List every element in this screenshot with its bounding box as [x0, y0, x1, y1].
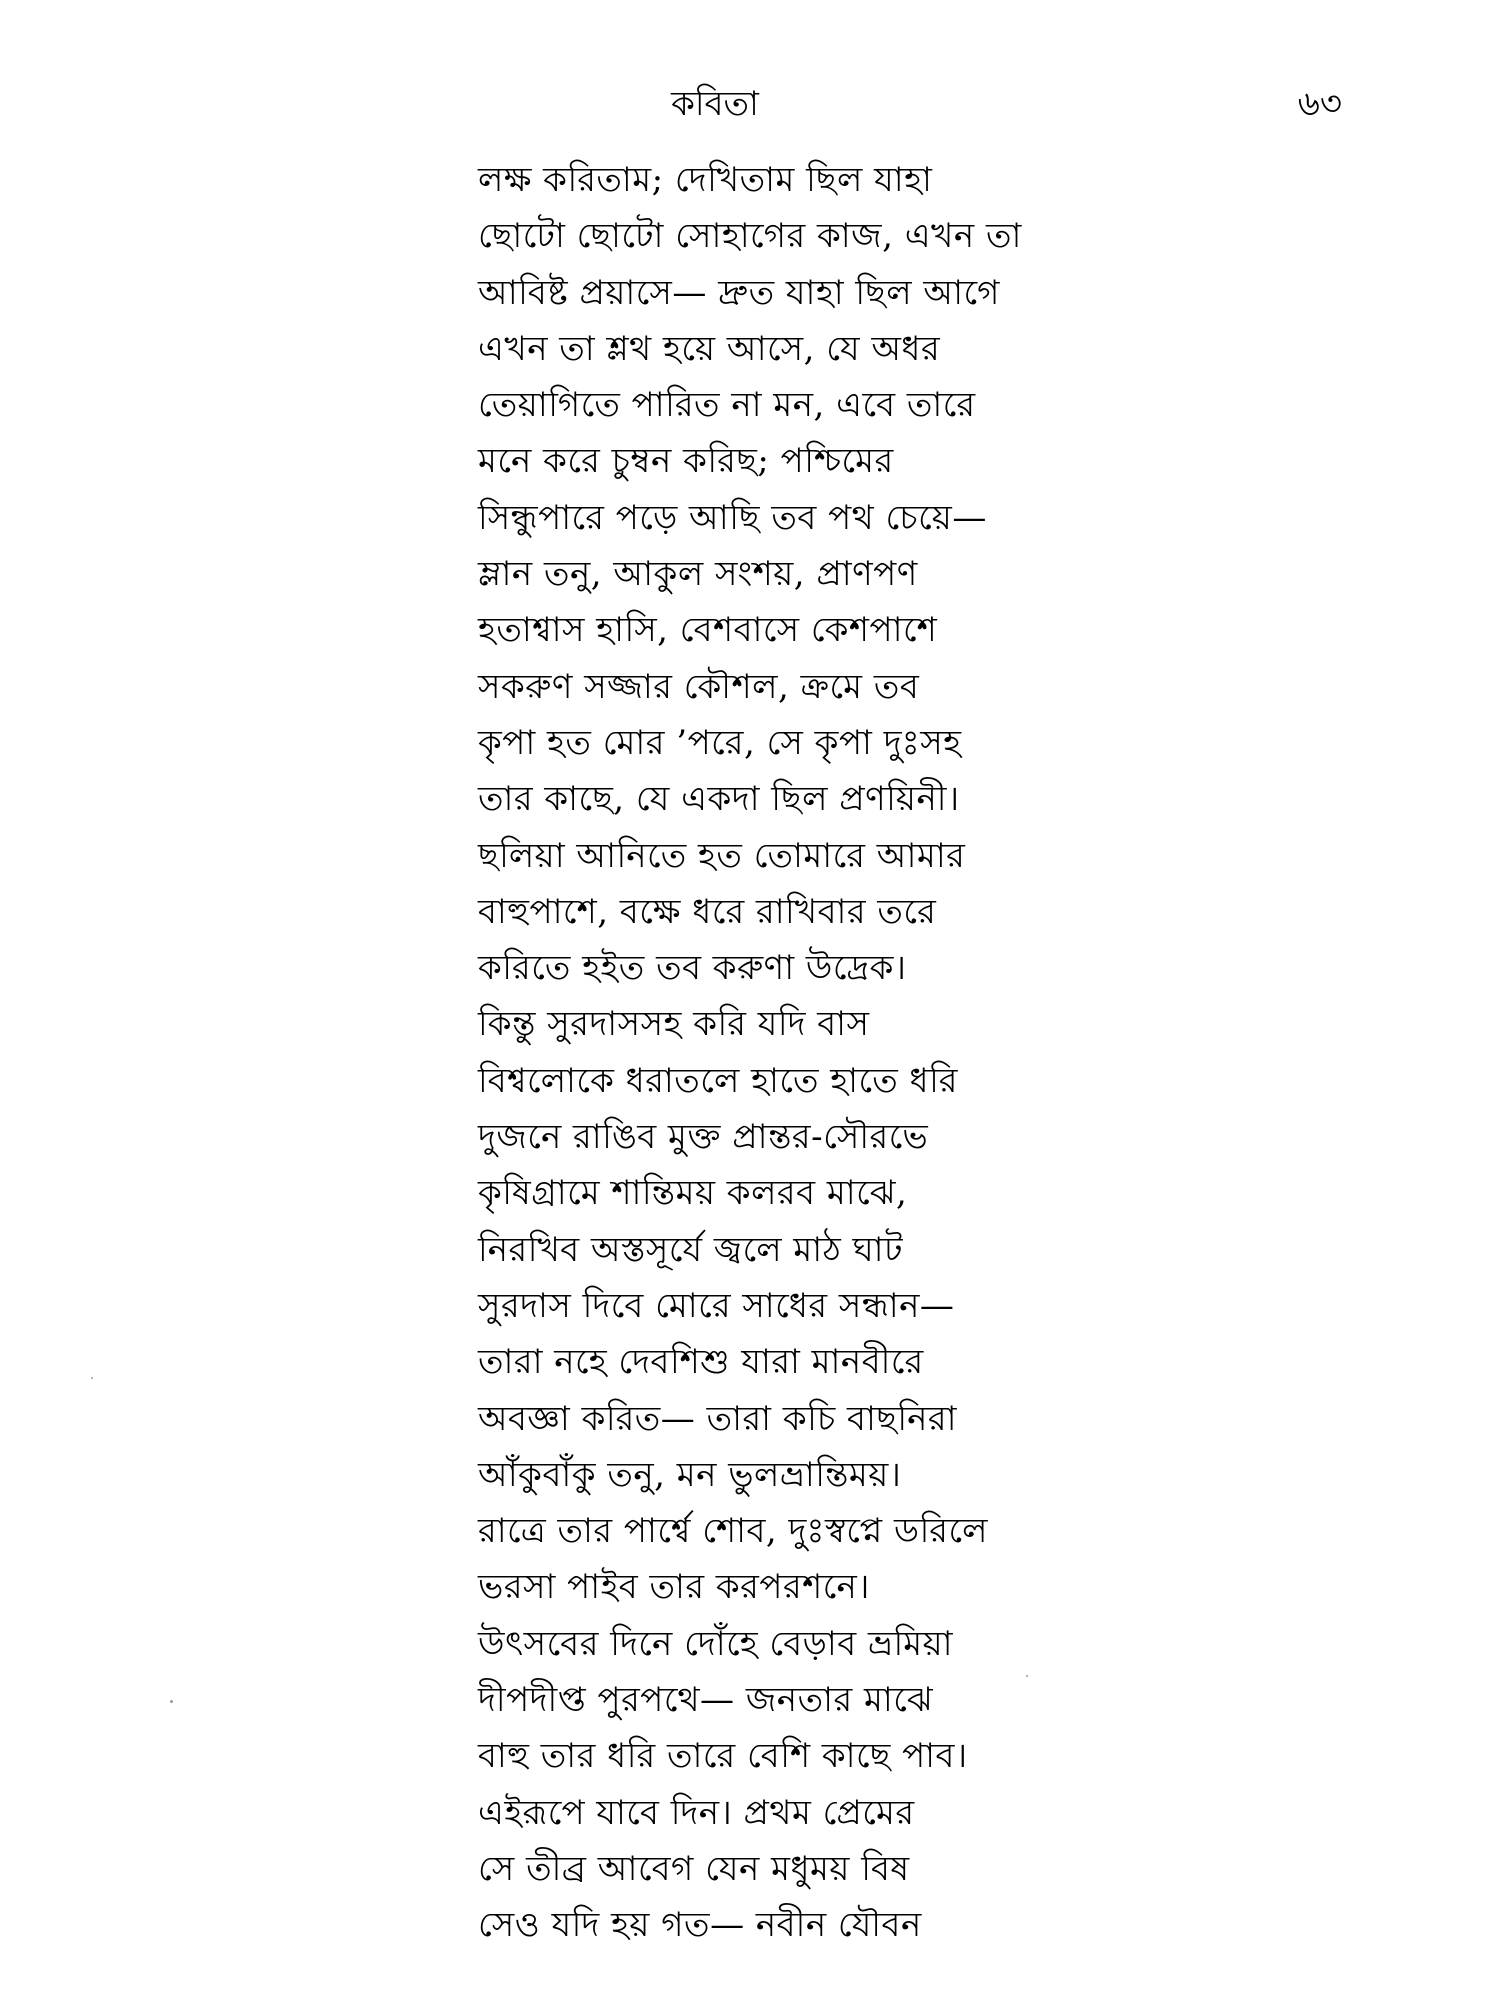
poem-line: ম্লান তনু, আকুল সংশয়, প্রাণপণ — [478, 554, 918, 595]
poem-line: বাহু তার ধরি তারে বেশি কাছে পাব। — [478, 1736, 968, 1777]
poem-line: আবিষ্ট প্রয়াসে— দ্রুত যাহা ছিল আগে — [478, 272, 1000, 313]
poem-line: মনে করে চুম্বন করিছ; পশ্চিমের — [478, 441, 894, 482]
poem-line: নিরখিব অস্তসূর্যে জ্বলে মাঠ ঘাট — [478, 1229, 904, 1270]
poem-line: ছোটো ছোটো সোহাগের কাজ, এখন তা — [478, 216, 1022, 257]
poem-line: সুরদাস দিবে মোরে সাধের সন্ধান— — [478, 1285, 955, 1326]
page-number: ৬৩ — [1297, 84, 1342, 124]
running-header — [0, 74, 1500, 134]
poem-line: রাত্রে তার পার্শ্বে শোব, দুঃস্বপ্নে ডরিলে — [478, 1511, 988, 1552]
poem-line: বাহুপাশে, বক্ষে ধরে রাখিবার তরে — [478, 891, 937, 932]
poem-line: এখন তা শ্লথ হয়ে আসে, যে অধর — [478, 328, 941, 369]
scan-speck — [1026, 1675, 1028, 1677]
poem-line: সিন্ধুপারে পড়ে আছি তব পথ চেয়ে— — [478, 497, 987, 538]
poem-line: কৃপা হত মোর ’পরে, সে কৃপা দুঃসহ — [478, 722, 962, 763]
poem-line: দীপদীপ্ত পুরপথে— জনতার মাঝে — [478, 1680, 934, 1721]
poem-body — [478, 152, 1438, 1954]
poem-line: লক্ষ করিতাম; দেখিতাম ছিল যাহা — [478, 160, 933, 200]
scan-speck — [91, 1377, 93, 1379]
poem-line: ছলিয়া আনিতে হত তোমারে আমার — [478, 835, 966, 876]
poem-line: সে তীব্র আবেগ যেন মধুময় বিষ — [478, 1848, 910, 1889]
scan-speck — [170, 1700, 173, 1703]
poem-line: উৎসবের দিনে দোঁহে বেড়াব ভ্রমিয়া — [478, 1623, 953, 1664]
poem-line: বিশ্বলোকে ধরাতলে হাতে হাতে ধরি — [478, 1060, 958, 1101]
poem-line: দুজনে রাঙিব মুক্ত প্রান্তর-সৌরভে — [478, 1117, 929, 1158]
poem-line: সেও যদি হয় গত— নবীন যৌবন — [478, 1905, 922, 1946]
poem-line: কিন্তু সুরদাসসহ করি যদি বাস — [478, 1004, 870, 1045]
poem-line: এইরূপে যাবে দিন। প্রথম প্রেমের — [478, 1792, 915, 1833]
poem-line: সকরুণ সজ্জার কৌশল, ক্রমে তব — [478, 666, 920, 707]
poem-line: তেয়াগিতে পারিত না মন, এবে তারে — [478, 385, 976, 426]
page-title: কবিতা — [671, 84, 759, 124]
poem-line: কৃষিগ্রামে শান্তিময় কলরব মাঝে, — [478, 1173, 908, 1214]
poem-line: তারা নহে দেবশিশু যারা মানবীরে — [478, 1342, 924, 1383]
poem-line: হতাশ্বাস হাসি, বেশবাসে কেশপাশে — [478, 610, 938, 651]
poem-line: করিতে হইত তব করুণা উদ্রেক। — [478, 948, 907, 989]
poem-line: অবজ্ঞা করিত— তারা কচি বাছনিরা — [478, 1398, 957, 1439]
poem-line: ভরসা পাইব তার করপরশনে। — [478, 1567, 870, 1608]
poem-line: তার কাছে, যে একদা ছিল প্রণয়িনী। — [478, 779, 960, 820]
poem-line: আঁকুবাঁকু তনু, মন ভুলভ্রান্তিময়। — [478, 1454, 902, 1495]
